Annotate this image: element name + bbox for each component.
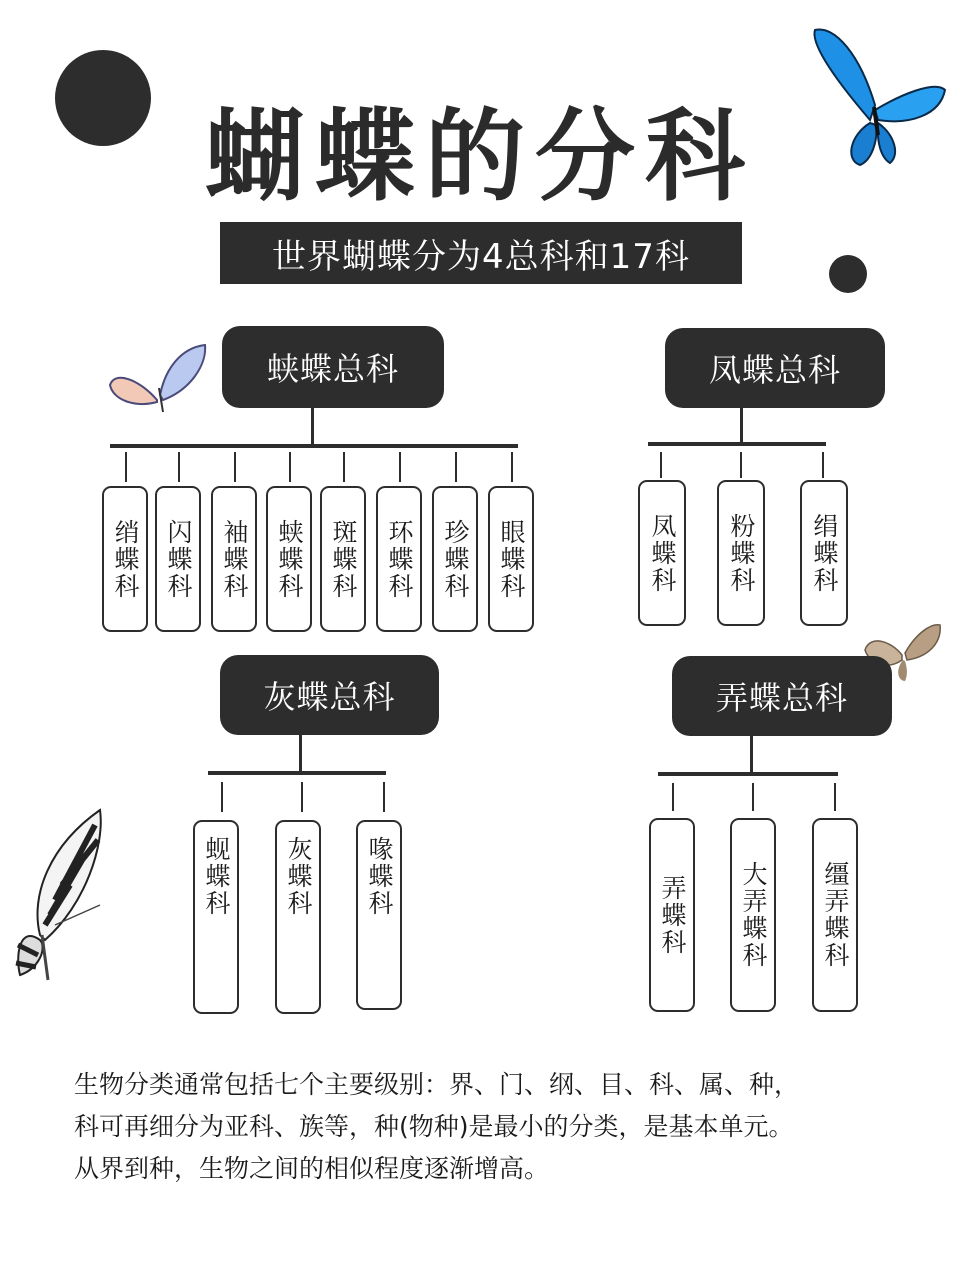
family-box: 喙蝶科 <box>356 820 402 1010</box>
family-box: 蛱蝶科 <box>266 486 312 632</box>
connector-tick <box>511 452 513 482</box>
connector-tick <box>660 452 662 478</box>
superfamily-box-papilionoidea: 凤蝶总科 <box>665 328 885 408</box>
connector-tick <box>178 452 180 482</box>
connector-tick <box>383 782 385 812</box>
classification-note <box>74 1064 904 1190</box>
connector <box>750 736 753 774</box>
superfamily-box-hesperioidea: 弄蝶总科 <box>672 656 892 736</box>
connector-tick <box>752 783 754 811</box>
note-line: 生物分类通常包括七个主要级别：界、门、纲、目、科、属、种， <box>74 1070 800 1099</box>
connector-tick <box>125 452 127 482</box>
family-box: 大弄蝶科 <box>730 818 776 1012</box>
connector-tick <box>289 452 291 482</box>
connector-tick <box>301 782 303 812</box>
connector-tick <box>672 783 674 811</box>
family-box: 珍蝶科 <box>432 486 478 632</box>
family-box: 闪蝶科 <box>155 486 201 632</box>
superfamily-box-nymphaloidea: 蛱蝶总科 <box>222 326 444 408</box>
decor-dot-small <box>829 255 867 293</box>
connector-tick <box>740 452 742 478</box>
connector <box>110 444 518 448</box>
connector <box>740 408 743 444</box>
connector-tick <box>822 452 824 478</box>
connector <box>299 735 302 773</box>
family-box: 绢蝶科 <box>800 480 848 626</box>
zebra-butterfly-icon <box>10 805 110 995</box>
family-box: 袖蝶科 <box>211 486 257 632</box>
connector-tick <box>399 452 401 482</box>
connector <box>311 408 314 446</box>
family-box: 凤蝶科 <box>638 480 686 626</box>
connector-tick <box>343 452 345 482</box>
family-box: 环蝶科 <box>376 486 422 632</box>
family-box: 缰弄蝶科 <box>812 818 858 1012</box>
connector-tick <box>834 783 836 811</box>
connector-tick <box>234 452 236 482</box>
family-box: 粉蝶科 <box>717 480 765 626</box>
pastel-butterfly-icon <box>105 340 210 420</box>
family-box: 斑蝶科 <box>320 486 366 632</box>
connector <box>208 771 386 775</box>
family-box: 蚬蝶科 <box>193 820 239 1014</box>
page-title: 蝴蝶的分科 <box>205 98 755 215</box>
family-box: 眼蝶科 <box>488 486 534 632</box>
superfamily-box-lycaenoidea: 灰蝶总科 <box>220 655 439 735</box>
connector-tick <box>455 452 457 482</box>
subtitle-banner: 世界蝴蝶分为4总科和17科 <box>220 222 742 284</box>
connector-tick <box>221 782 223 812</box>
connector <box>648 442 826 446</box>
note-line: 从界到种，生物之间的相似程度逐渐增高。 <box>74 1154 550 1183</box>
family-box: 弄蝶科 <box>649 818 695 1012</box>
family-box: 绡蝶科 <box>102 486 148 632</box>
note-line: 科可再细分为亚科、族等，种(物种)是最小的分类，是基本单元。 <box>74 1112 794 1141</box>
family-box: 灰蝶科 <box>275 820 321 1014</box>
connector <box>658 772 838 776</box>
blue-butterfly-icon <box>800 25 950 175</box>
